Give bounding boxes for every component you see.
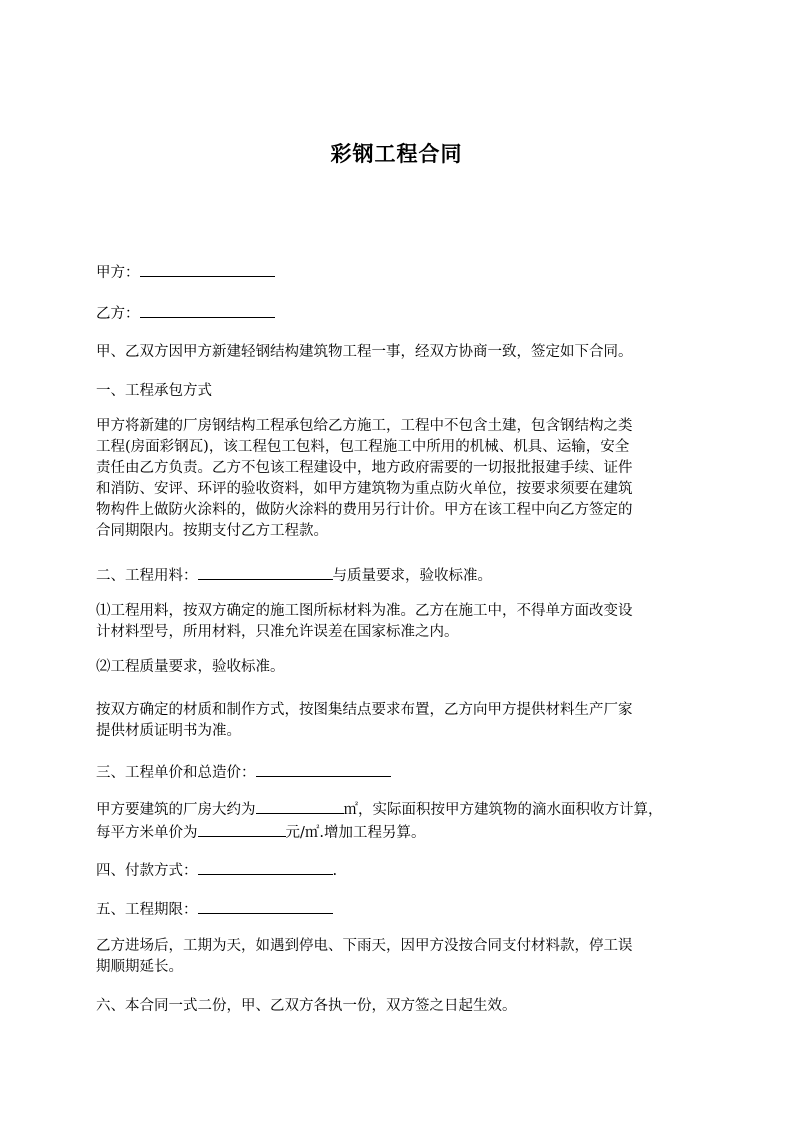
section-4-prefix: 四、付款方式： [96,863,198,879]
section-2-item-1 [96,601,712,643]
section-4-heading [96,859,712,882]
unit-price-suffix: 元/㎡.增加工程另算。 [285,825,426,841]
section-1-line: 责任由乙方负责。乙方不包该工程建设中，地方政府需要的一切报批报建手续、证件 [96,460,633,476]
area-blank [256,798,344,814]
section-2-heading [96,564,712,587]
unit-price-blank [198,821,286,837]
section-1-line: 合同期限内。按期支付乙方工程款。 [96,523,328,539]
materials-blank [198,564,333,580]
area-prefix: 甲方要建筑的厂房大约为 [96,802,256,818]
section-2-suffix: 与质量要求，验收标准。 [332,568,492,584]
party-a-blank [140,261,275,277]
payment-blank [198,859,333,875]
section-1-heading: 一、工程承包方式 [96,383,212,399]
section-5-line: 乙方进场后，工期为天，如遇到停电、下雨天，因甲方没按合同支付材料款，停工误 [96,938,633,954]
section-3-prefix: 三、工程单价和总造价： [96,765,256,781]
section-2-item-3 [96,700,712,742]
section-5-heading [96,898,712,921]
section-2-item-3-line: 提供材质证明书为准。 [96,723,241,739]
section-3-line-1 [96,798,712,821]
section-5-prefix: 五、工程期限： [96,902,198,918]
section-3-line-2 [96,821,712,844]
section-2-item-2: ⑵工程质量要求，验收标准。 [96,659,285,675]
area-suffix: ㎡，实际面积按甲方建筑物的滴水面积收方计算， [343,802,663,818]
section-1-line: 工程(房面彩钢瓦)，该工程包工包料，包工程施工中所用的机械、机具、运输，安全 [96,439,630,455]
party-a-line [96,261,712,284]
party-b-label: 乙方： [96,306,140,322]
section-5-line: 期顺期延长。 [96,959,183,975]
section-2-item-3-line: 按双方确定的材质和制作方式，按图集结点要求布置，乙方向甲方提供材料生产厂家 [96,702,633,718]
section-2-prefix: 二、工程用料： [96,568,198,584]
document-title: 彩钢工程合同 [330,142,463,166]
section-6-paragraph: 六、本合同一式二份，甲、乙双方各执一份，双方签之日起生效。 [96,998,517,1014]
period-blank [198,898,333,914]
section-5-paragraph [96,936,712,978]
section-1-line: 甲方将新建的厂房钢结构工程承包给乙方施工，工程中不包含土建，包含钢结构之类 [96,418,633,434]
section-4-suffix: . [332,863,338,879]
section-3-paragraph [96,798,712,844]
section-1-paragraph [96,416,712,542]
intro-paragraph: 甲、乙双方因甲方新建轻钢结构建筑物工程一事，经双方协商一致，签定如下合同。 [96,344,633,360]
party-b-blank [140,302,275,318]
section-2-item-1-line: ⑴工程用料，按双方确定的施工图所标材料为准。乙方在施工中，不得单方面改变设 [96,603,633,619]
section-2-item-1-line: 计材料型号，所用材料，只准允许误差在国家标准之内。 [96,624,459,640]
total-price-blank [256,761,391,777]
party-b-line [96,302,712,325]
section-1-line: 和消防、安评、环评的验收资料，如甲方建筑物为重点防火单位，按要求须要在建筑 [96,481,633,497]
party-a-label: 甲方： [96,265,140,281]
unit-price-prefix: 每平方米单价为 [96,825,198,841]
section-1-line: 物构件上做防火涂料的，做防火涂料的费用另行计价。甲方在该工程中向乙方签定的 [96,502,633,518]
section-3-heading [96,761,712,784]
